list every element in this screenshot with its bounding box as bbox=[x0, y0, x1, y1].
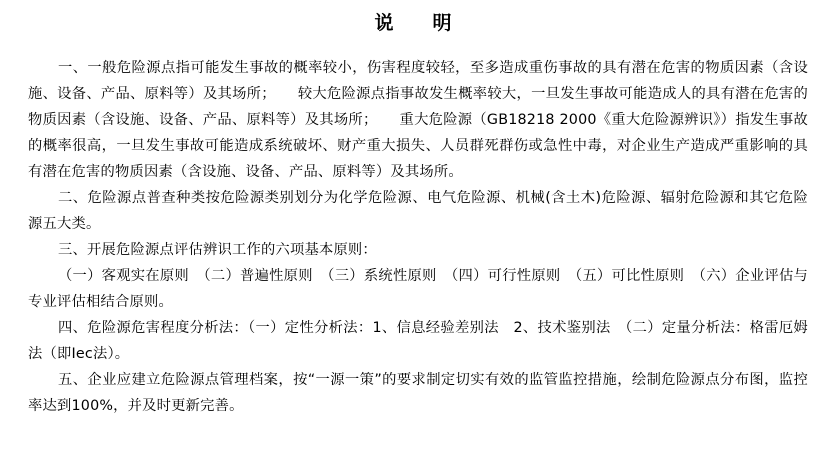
paragraph-item-4: 四、危险源危害程度分析法：（一）定性分析法：1、信息经验差别法 2、技术鉴别法 （二）定量分析法：格雷厄姆法（即Iec法）。 bbox=[28, 320, 808, 362]
paragraph-item-3: 三、开展危险源点评估辨识工作的六项基本原则： bbox=[58, 242, 377, 258]
page-title: 说 明 bbox=[374, 12, 462, 34]
paragraph-item-2: 二、危险源点普查种类按危险源类别划分为化学危险源、电气危险源、机械(含土木)危险源、辐射危险源和其它危险源五大类。 bbox=[28, 190, 808, 232]
paragraph-item-3-sub: （一）客观实在原则 （二）普遍性原则 （三）系统性原则 （四）可行性原则 （五）可比性原则 （六）企业评估与专业评估相结合原则。 bbox=[28, 268, 808, 310]
paragraph-item-1: 一、一般危险源点指可能发生事故的概率较小，伤害程度较轻，至多造成重伤事故的具有潜在危害的物质因素（含设施、设备、产品、原料等）及其场所； 较大危险源点指事故发生概率较大，一旦发生事故可能造成人的具有潜在危害的物质因素（含设施、设备、产品、原料等）及其场所； 重大危险源（GB18218 2000《重大危险源辨识》）指发生事故的概率很高，一旦发生事故可能造成系统破坏、财产重大损失、人员群死群伤或急性中毒，对企业生产造成严重影响的具有潜在危害的物质因素（含设施、设备、产品、原料等）及其场所。 bbox=[28, 60, 808, 180]
document-body bbox=[0, 37, 836, 419]
paragraph-item-5: 五、企业应建立危险源点管理档案，按“一源一策”的要求制定切实有效的监管监控措施，绘制危险源点分布图，监控率达到100%，并及时更新完善。 bbox=[28, 372, 808, 414]
